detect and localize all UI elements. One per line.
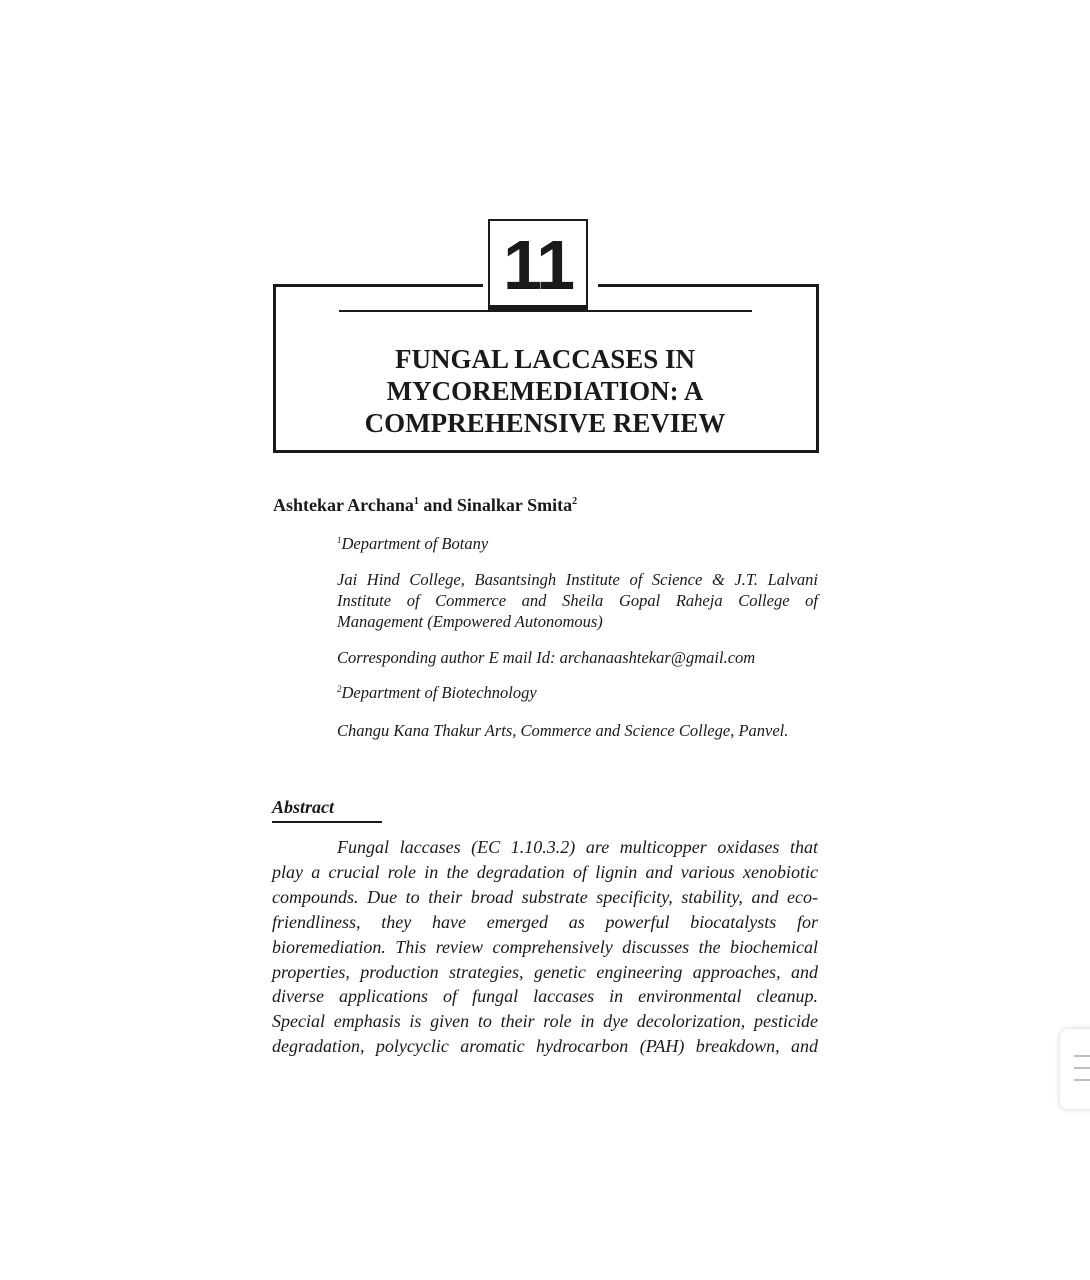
abstract-line: compounds. Due to their broad substrate specificity, stability, and eco- [272,886,818,907]
abstract-line: bioremediation. This review comprehensively discusses the biochemical [272,936,818,957]
abstract-heading: Abstract [272,797,335,817]
chapter-title-line: COMPREHENSIVE REVIEW [364,408,726,438]
affiliation-college-2: Changu Kana Thakur Arts, Commerce and Science College, Panvel. [337,721,789,740]
abstract-body [272,835,818,1059]
menu-lines-icon [1074,1067,1090,1069]
abstract-line: friendliness, they have emerged as powerful biocatalysts for [272,911,818,932]
author-1-affiliation-mark: 1 [413,496,419,507]
author-line [273,495,577,516]
author-2-affiliation-mark: 2 [572,496,578,507]
chapter-number-box [488,219,588,307]
affiliation-college-1-line: Management (Empowered Autonomous) [337,612,603,631]
chapter-title [276,343,814,439]
abstract-line: diverse applications of fungal laccases in environmental cleanup. [272,986,818,1007]
frame-top-left-rule [273,284,483,287]
menu-lines-icon [1074,1055,1090,1057]
abstract-line: degradation, polycyclic aromatic hydrocarbon (PAH) breakdown, and [272,1036,818,1057]
affiliation-2-text: Department of Biotechnology [341,683,537,702]
author-conjunction: and [418,495,457,515]
frame-inner-rule [339,310,752,312]
abstract-line: Fungal laccases (EC 1.10.3.2) are multicopper oxidases that [337,837,818,857]
affiliation-college-1-line: Institute of Commerce and Sheila Gopal Raheja College of [337,591,818,610]
abstract-line: play a crucial role in the degradation of lignin and various xenobiotic [272,861,818,882]
affiliation-college-1 [337,569,818,632]
abstract-line: Special emphasis is given to their role in dye decolorization, pesticide [272,1011,818,1032]
side-scroll-tab[interactable] [1060,1029,1090,1109]
affiliation-department-2 [337,682,818,703]
affiliation-2-mark: 2 [337,684,342,694]
menu-lines-icon [1074,1079,1090,1081]
affiliation-college-1-line: Jai Hind College, Basantsingh Institute of Science & J.T. Lalvani [337,570,818,589]
chapter-number: 11 [503,226,573,304]
frame-top-right-rule [598,284,816,287]
affiliation-1-text: Department of Botany [341,534,489,553]
corresponding-email: Corresponding author E mail Id: archanaashtekar@gmail.com [337,648,756,667]
author-name-1: Ashtekar Archana [273,495,414,515]
chapter-title-line: FUNGAL LACCASES IN [394,344,696,374]
affiliation-department-1 [337,533,818,554]
chapter-title-line: MYCOREMEDIATION: A [386,376,704,406]
abstract-heading-underline [272,821,382,823]
author-name-2: Sinalkar Smita [456,495,573,515]
abstract-line: properties, production strategies, genetic engineering approaches, and [272,961,818,982]
affiliation-1-mark: 1 [337,535,342,545]
